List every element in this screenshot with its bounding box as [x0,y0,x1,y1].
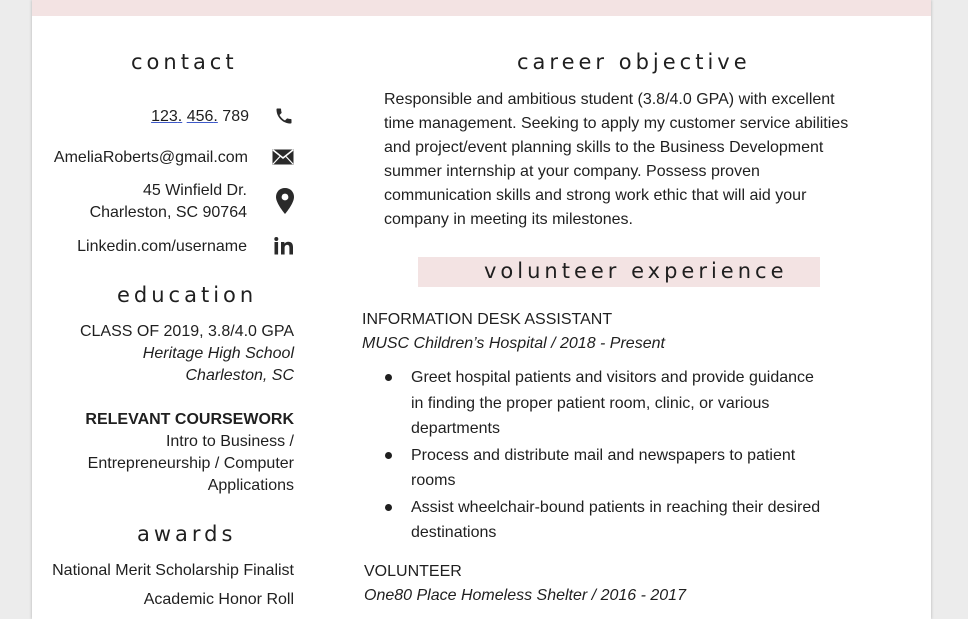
objective-line: time management. Seeking to apply my customer service abilities [384,115,849,132]
job-bullet-line: in finding the proper patient room, clinic, or various [411,395,770,412]
award-item: Academic Honor Roll [143,591,294,608]
bullet-dot [385,452,392,459]
address-line-1: 45 Winfield Dr. [142,182,247,199]
phone-icon [274,106,294,126]
job-organization: MUSC Children’s Hospital / 2018 - Present [362,335,665,352]
location-pin-icon [275,188,295,214]
objective-line: Responsible and ambitious student (3.8/4.0 GPA) with excellent [384,91,835,108]
objective-line: summer internship at your company. Possess proven [384,163,760,180]
mail-icon [272,149,294,165]
objective-line: communication skills and strong work ethic that will aid your [384,187,807,204]
coursework-line: Applications [207,477,294,494]
bullet-dot [385,374,392,381]
linkedin-icon [274,237,294,255]
job-organization: One80 Place Homeless Shelter / 2016 - 2017 [364,587,686,604]
job-bullet-line: Process and distribute mail and newspapers to patient [411,447,796,464]
bullet-dot [385,504,392,511]
job-bullet-line: departments [411,420,500,437]
job-title: VOLUNTEER [364,563,462,580]
education-school: Heritage High School [142,345,294,362]
job-bullet-line: destinations [411,524,497,541]
volunteer-experience-heading: volunteer experience [484,259,788,283]
job-title: INFORMATION DESK ASSISTANT [362,311,613,328]
contact-heading: contact [131,50,238,74]
career-objective-heading: career objective [517,50,751,74]
resume-page [32,0,931,619]
job-bullet-line: Greet hospital patients and visitors and provide guidance [411,369,814,386]
job-bullet-line: rooms [411,472,456,489]
coursework-line: Entrepreneurship / Computer [87,455,294,472]
phone-part-2[interactable]: 456 [186,108,214,125]
education-location: Charleston, SC [185,367,294,384]
phone-part-1[interactable]: 123 [151,108,178,125]
coursework-title: RELEVANT COURSEWORK [85,411,294,428]
coursework-line: Intro to Business / [165,433,294,450]
education-class-line: CLASS OF 2019, 3.8/4.0 GPA [79,323,294,340]
objective-line: company in meeting its milestones. [384,211,633,228]
award-item: National Merit Scholarship Finalist [52,562,294,579]
email-text[interactable]: AmeliaRoberts@gmail.com [53,149,248,166]
phone-number[interactable]: 123. 456. 789 [151,108,249,125]
address-line-2: Charleston, SC 90764 [89,204,247,221]
objective-line: and project/event planning skills to the Business Development [384,139,824,156]
job-bullet-line: Assist wheelchair-bound patients in reaching their desired [411,499,821,516]
linkedin-text[interactable]: Linkedin.com/username [77,238,247,255]
top-accent-band [32,0,931,16]
phone-part-3: 789 [222,108,249,125]
education-heading: education [117,283,258,307]
awards-heading: awards [137,522,237,546]
